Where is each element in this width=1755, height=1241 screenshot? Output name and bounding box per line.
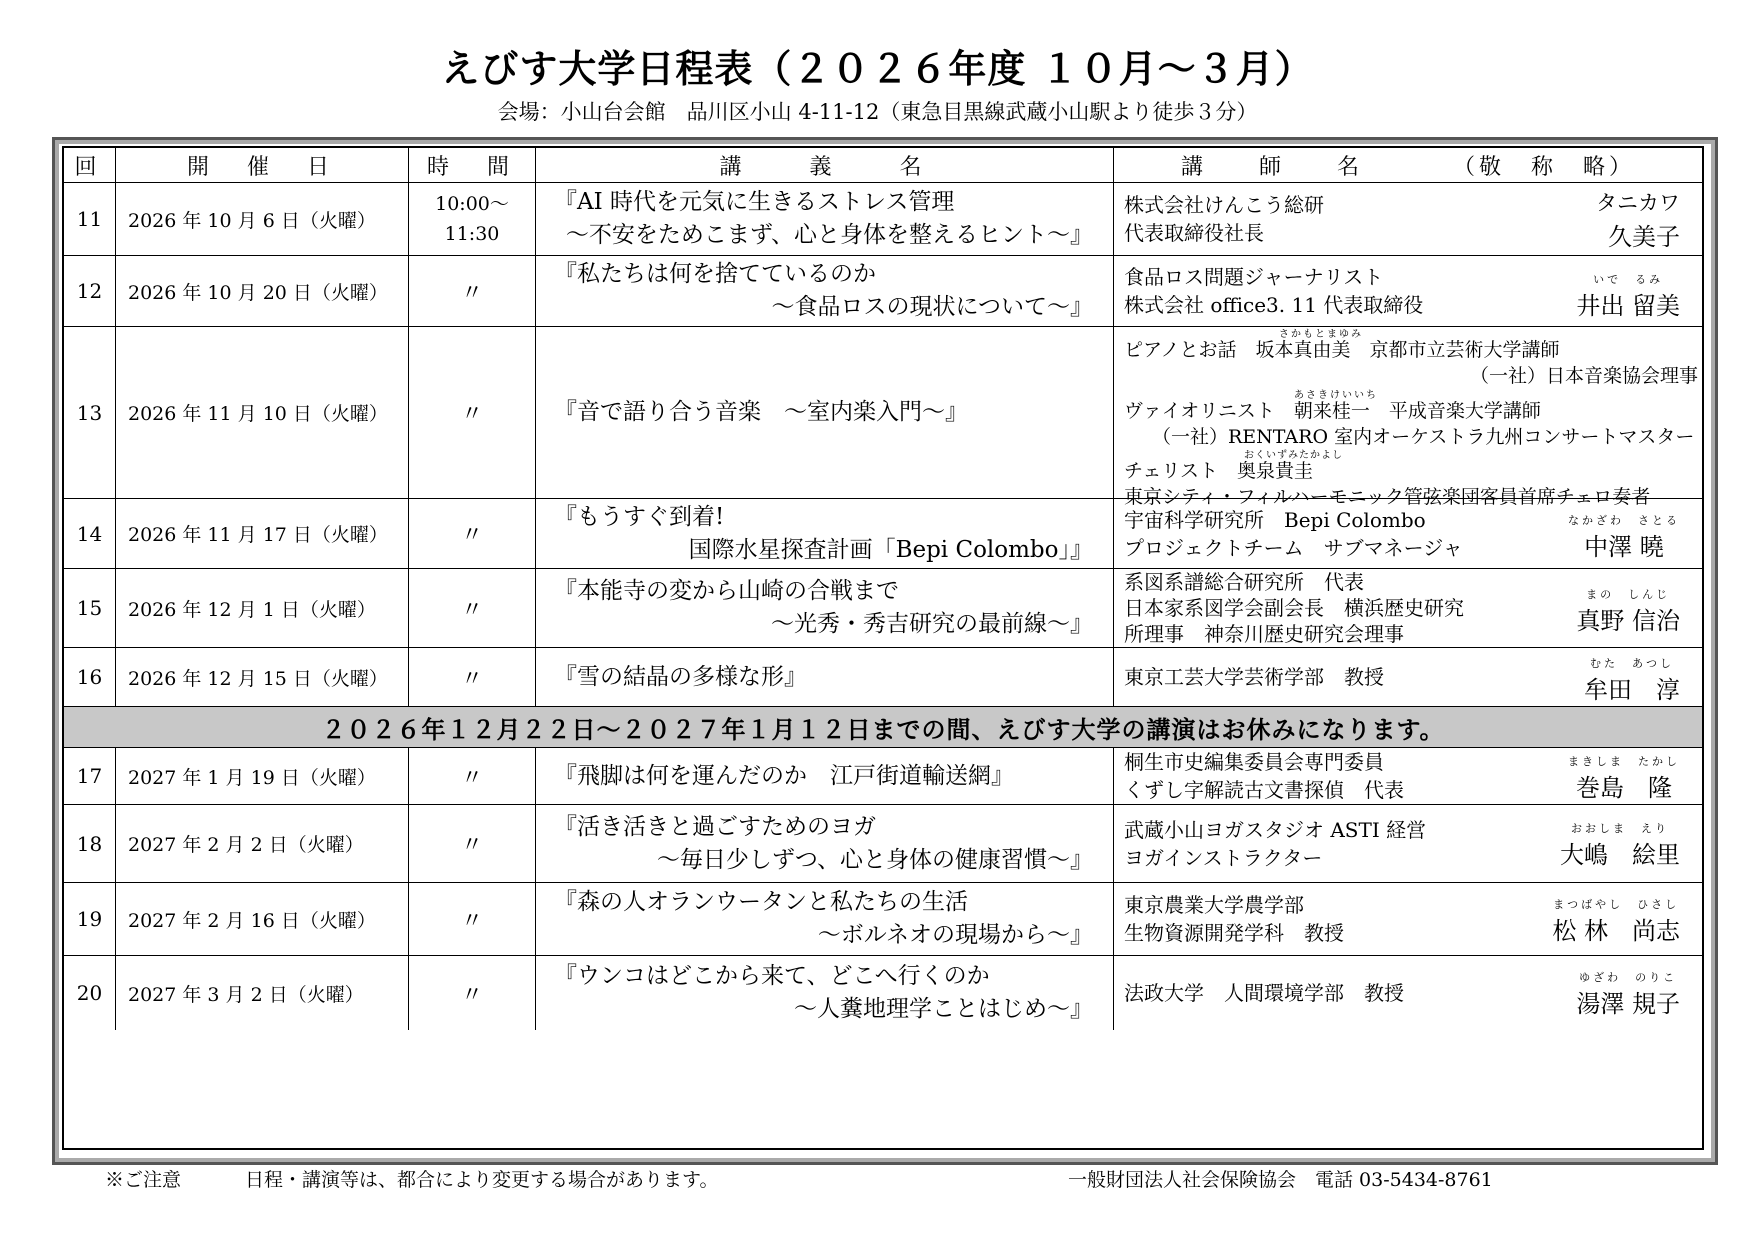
lecture-line-1: 『AI 時代を元気に生きるストレス管理 bbox=[554, 189, 955, 215]
name-ruby: まの しんじ bbox=[1586, 588, 1671, 601]
speaker-name: 湯澤 規子 bbox=[1576, 990, 1680, 1018]
name-ruby: むた あつし bbox=[1590, 657, 1674, 670]
row-number: 17 bbox=[64, 748, 116, 804]
row-number: 16 bbox=[64, 648, 116, 706]
venue-info: 会場：小山台会館 品川区小山 4-11-12（東急目黒線武蔵小山駅より徒歩３分） bbox=[497, 100, 1258, 124]
row-date: 2027 年 3 月 2 日（火曜） bbox=[116, 956, 409, 1030]
organization-contact: 一般財団法人社会保険協会 電話 03-5434-8761 bbox=[1068, 1169, 1493, 1191]
row-date: 2026 年 11 月 10 日（火曜） bbox=[116, 327, 409, 498]
lecture-line-2: ～毎日少しずつ、心と身体の健康習慣～』 bbox=[656, 846, 1093, 873]
affiliation-1: 法政大学 人間環境学部 教授 bbox=[1124, 981, 1404, 1005]
lecture-line-2: ～食品ロスの現状について～』 bbox=[771, 294, 1093, 320]
table-row bbox=[64, 327, 1702, 508]
row-speaker bbox=[1114, 569, 1702, 647]
lecture-line-2: ～光秀・秀吉研究の最前線～』 bbox=[771, 611, 1093, 637]
header-date: 開 催 日 bbox=[116, 148, 409, 182]
caution-text: 日程・講演等は、都合により変更する場合があります。 bbox=[245, 1169, 719, 1191]
row-lecture bbox=[536, 256, 1114, 326]
header-lecture: 講 義 名 bbox=[536, 148, 1114, 182]
table-row bbox=[64, 648, 1702, 707]
affiliation-1: 東京農業大学農学部 bbox=[1124, 893, 1304, 917]
row-date: 2026 年 12 月 1 日（火曜） bbox=[116, 569, 409, 647]
affiliation-1: 武蔵小山ヨガスタジオ ASTI 経営 bbox=[1124, 817, 1427, 842]
affiliation-2: プロジェクトチーム サブマネージャ bbox=[1124, 535, 1463, 560]
affiliation-1: 株式会社けんこう総研 bbox=[1124, 193, 1324, 217]
row-time bbox=[409, 183, 536, 255]
speaker-name: 大嶋 絵里 bbox=[1560, 841, 1680, 869]
table-row bbox=[64, 499, 1702, 569]
row-speaker bbox=[1114, 648, 1702, 706]
affiliation-2: 株式会社 office3. 11 代表取締役 bbox=[1124, 293, 1424, 317]
row-date: 2027 年 2 月 2 日（火曜） bbox=[116, 805, 409, 882]
row-time-ditto: 〃 bbox=[409, 499, 536, 568]
speaker-name-reading: タニカワ bbox=[1596, 191, 1680, 215]
row-time-ditto: 〃 bbox=[409, 327, 536, 498]
page-title: えびす大学日程表（２０２６年度 １０月～３月） bbox=[441, 46, 1314, 91]
row-speaker bbox=[1114, 883, 1702, 955]
lecture-line-1: 『音で語り合う音楽 ～室内楽入門～』 bbox=[554, 399, 968, 425]
row-lecture bbox=[536, 748, 1114, 804]
row-speaker bbox=[1114, 805, 1702, 882]
time-end: 11:30 bbox=[444, 223, 500, 245]
row-number: 18 bbox=[64, 805, 116, 882]
speaker-name: 井出 留美 bbox=[1576, 292, 1680, 320]
lecture-line-2: ～人糞地理学ことはじめ～』 bbox=[794, 996, 1093, 1022]
table-row bbox=[64, 569, 1702, 648]
table-row bbox=[64, 748, 1702, 805]
lecture-line-1: 『森の人オランウータンと私たちの生活 bbox=[554, 889, 968, 915]
affiliation-3: 所理事 神奈川歴史研究会理事 bbox=[1124, 622, 1404, 646]
speaker-line: （一社）RENTARO 室内オーケストラ九州コンサートマスター bbox=[1152, 426, 1695, 448]
speaker-name: 牟田 淳 bbox=[1584, 676, 1680, 704]
lecture-line-1: 『私たちは何を捨てているのか bbox=[554, 261, 876, 287]
row-time-ditto: 〃 bbox=[409, 648, 536, 706]
speaker-ruby: おくいずみたかよし bbox=[1244, 450, 1343, 461]
name-ruby: ゆざわ のりこ bbox=[1579, 971, 1678, 984]
row-date: 2026 年 12 月 15 日（火曜） bbox=[116, 648, 409, 706]
row-number: 13 bbox=[64, 327, 116, 498]
affiliation-2: 代表取締役社長 bbox=[1124, 221, 1264, 245]
name-ruby: まきしま たかし bbox=[1568, 755, 1680, 768]
row-lecture bbox=[536, 183, 1114, 255]
speaker-line: （一社）日本音楽協会理事 bbox=[1469, 365, 1698, 387]
affiliation-2: 生物資源開発学科 教授 bbox=[1124, 921, 1344, 945]
lecture-line-2: ～不安をためこまず、心と身体を整えるヒント～』 bbox=[565, 222, 1093, 248]
header-no: 回 bbox=[64, 148, 116, 182]
speaker-line: 東京シティ・フィルハーモニック管弦楽団客員首席チェロ奏者 bbox=[1124, 486, 1651, 508]
lecture-line-2: 国際水星探査計画「Bepi Colombo」』 bbox=[688, 536, 1093, 563]
speaker-name: 久美子 bbox=[1608, 223, 1680, 251]
header-speaker-label: 講 師 名 bbox=[1180, 154, 1363, 180]
affiliation-2: くずし字解読古文書探偵 代表 bbox=[1124, 778, 1404, 802]
lecture-line-1: 『雪の結晶の多様な形』 bbox=[554, 663, 807, 690]
row-speaker bbox=[1114, 499, 1702, 568]
lecture-line-1: 『飛脚は何を運んだのか 江戸街道輸送網』 bbox=[554, 762, 1014, 789]
speaker-ruby: あさきけいいち bbox=[1294, 390, 1378, 401]
lecture-line-1: 『本能寺の変から山崎の合戦まで bbox=[554, 578, 899, 604]
break-notice: ２０２６年１２月２２日～２０２７年１月１２日までの間、えびす大学の講演はお休みになります。 bbox=[64, 707, 1702, 748]
table-row bbox=[64, 256, 1702, 327]
name-ruby: なかざわ さとる bbox=[1568, 514, 1680, 527]
speaker-name: 松 林 尚志 bbox=[1552, 917, 1680, 945]
name-ruby: いで るみ bbox=[1593, 273, 1664, 286]
affiliation-1: 系図系譜総合研究所 代表 bbox=[1124, 570, 1364, 594]
affiliation-1: 桐生市史編集委員会専門委員 bbox=[1124, 750, 1384, 774]
affiliation-2: ヨガインストラクター bbox=[1124, 845, 1323, 870]
row-number: 19 bbox=[64, 883, 116, 955]
table-row bbox=[64, 183, 1702, 256]
row-date: 2026 年 10 月 20 日（火曜） bbox=[116, 256, 409, 326]
table-row bbox=[64, 805, 1702, 883]
row-date: 2027 年 2 月 16 日（火曜） bbox=[116, 883, 409, 955]
row-lecture bbox=[536, 805, 1114, 882]
speaker-name: 巻島 隆 bbox=[1576, 774, 1672, 802]
speaker-line: チェリスト 奥泉貴圭 bbox=[1124, 460, 1314, 482]
row-time-ditto: 〃 bbox=[409, 569, 536, 647]
row-date: 2026 年 11 月 17 日（火曜） bbox=[116, 499, 409, 568]
speaker-line: ピアノとお話 坂本真由美 京都市立芸術大学講師 bbox=[1124, 339, 1560, 361]
speaker-ruby: さかもとまゆみ bbox=[1279, 329, 1363, 340]
row-number: 12 bbox=[64, 256, 116, 326]
row-number: 20 bbox=[64, 956, 116, 1030]
row-lecture bbox=[536, 956, 1114, 1030]
affiliation-1: 食品ロス問題ジャーナリスト bbox=[1124, 265, 1384, 289]
row-time-ditto: 〃 bbox=[409, 956, 536, 1030]
row-time-ditto: 〃 bbox=[409, 256, 536, 326]
header-time: 時 間 bbox=[409, 148, 536, 182]
lecture-line-1: 『もうすぐ到着! bbox=[554, 503, 725, 530]
speaker-line: ヴァイオリニスト 朝来桂一 平成音楽大学講師 bbox=[1124, 400, 1541, 422]
row-speaker bbox=[1114, 327, 1702, 508]
affiliation-1: 東京工芸大学芸術学部 教授 bbox=[1124, 665, 1384, 689]
speaker-name: 中澤 曉 bbox=[1584, 533, 1664, 561]
row-speaker bbox=[1114, 183, 1702, 255]
row-lecture bbox=[536, 327, 1114, 498]
row-speaker bbox=[1114, 256, 1702, 326]
name-ruby: まつばやし ひさし bbox=[1553, 898, 1680, 911]
lecture-line-1: 『ウンコはどこから来て、どこへ行くのか bbox=[554, 963, 990, 989]
row-lecture bbox=[536, 499, 1114, 568]
row-lecture bbox=[536, 883, 1114, 955]
row-number: 14 bbox=[64, 499, 116, 568]
affiliation-2: 日本家系図学会副会長 横浜歴史研究 bbox=[1124, 596, 1464, 620]
row-date: 2027 年 1 月 19 日（火曜） bbox=[116, 748, 409, 804]
lecture-line-2: ～ボルネオの現場から～』 bbox=[817, 922, 1093, 948]
row-time-ditto: 〃 bbox=[409, 748, 536, 804]
header-row bbox=[64, 148, 1702, 183]
row-date: 2026 年 10 月 6 日（火曜） bbox=[116, 183, 409, 255]
table-row bbox=[64, 956, 1702, 1030]
row-time-ditto: 〃 bbox=[409, 883, 536, 955]
header-honorific: （敬 称 略） bbox=[1453, 154, 1636, 180]
header-speaker bbox=[1114, 148, 1702, 182]
name-ruby: おおしま えり bbox=[1571, 822, 1669, 835]
time-start: 10:00～ bbox=[435, 193, 509, 215]
speaker-name: 真野 信治 bbox=[1576, 607, 1680, 635]
schedule-table bbox=[62, 146, 1704, 1150]
row-speaker bbox=[1114, 748, 1702, 804]
row-time-ditto: 〃 bbox=[409, 805, 536, 882]
lecture-line-1: 『活き活きと過ごすためのヨガ bbox=[554, 813, 876, 840]
row-number: 11 bbox=[64, 183, 116, 255]
caution-label: ※ご注意 bbox=[105, 1169, 182, 1191]
row-lecture bbox=[536, 569, 1114, 647]
row-speaker bbox=[1114, 956, 1702, 1030]
table-row bbox=[64, 883, 1702, 956]
affiliation-1: 宇宙科学研究所 Bepi Colombo bbox=[1124, 507, 1426, 532]
row-number: 15 bbox=[64, 569, 116, 647]
row-lecture bbox=[536, 648, 1114, 706]
